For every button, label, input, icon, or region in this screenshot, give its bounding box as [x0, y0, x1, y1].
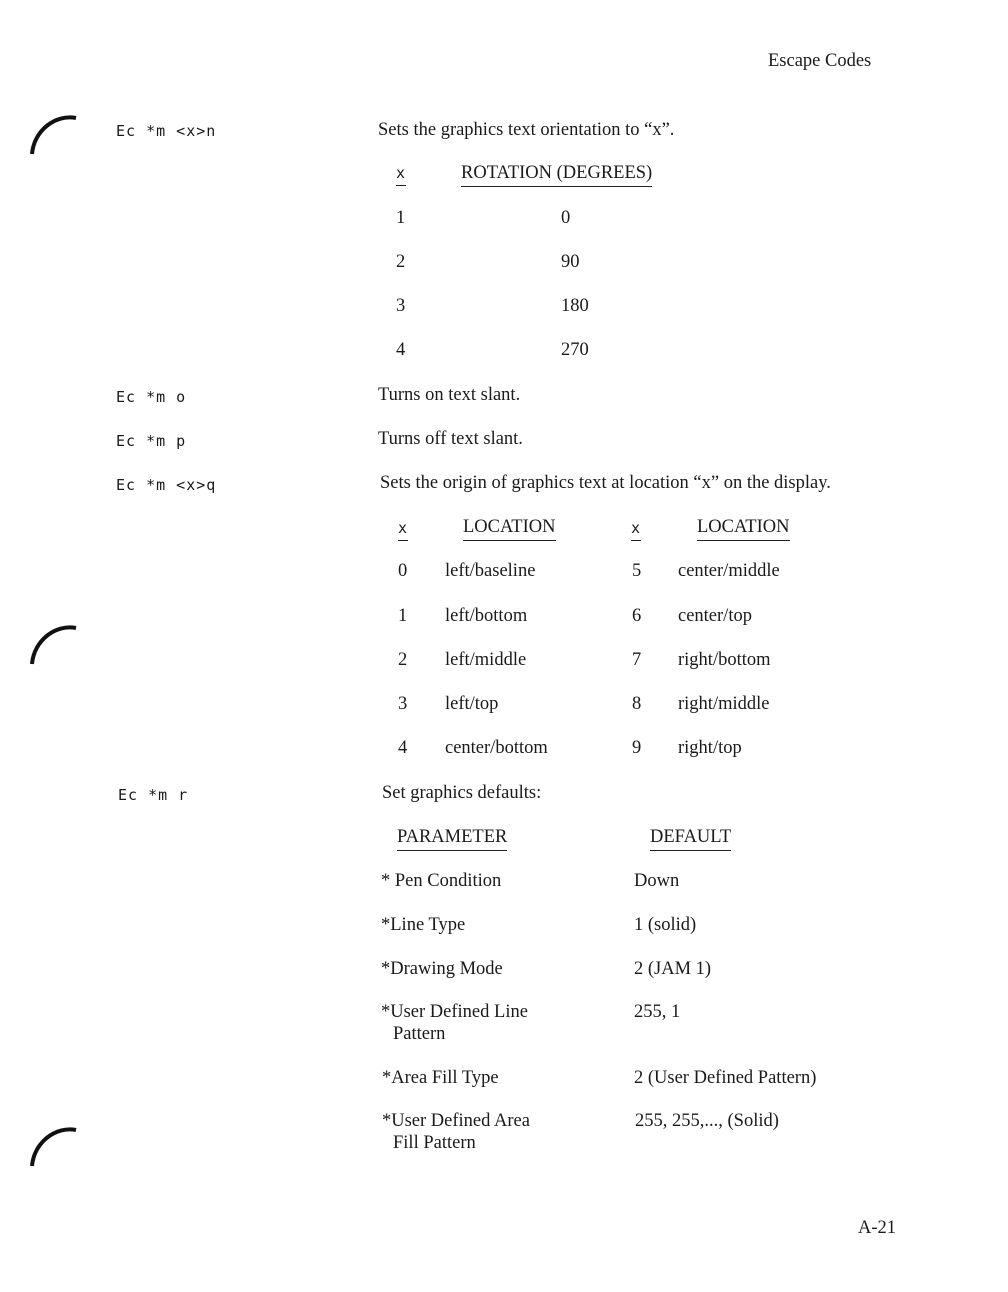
defaults-col-default-header: DEFAULT: [650, 826, 731, 851]
defaults-row-parameter-continued: Fill Pattern: [393, 1133, 476, 1153]
origin-row-x: 8: [632, 694, 642, 714]
defaults-row-value: 1 (solid): [634, 915, 697, 935]
origin-col-location-header-left: LOCATION: [463, 516, 556, 541]
origin-row-location: left/top: [445, 694, 499, 714]
origin-row-x: 5: [632, 561, 642, 581]
defaults-row-parameter: * Pen Condition: [381, 871, 502, 891]
origin-row-x: 1: [398, 606, 408, 626]
orientation-row-degrees: 0: [561, 208, 571, 228]
defaults-row-parameter: *Drawing Mode: [381, 959, 503, 979]
origin-row-location: left/baseline: [445, 561, 536, 581]
origin-row-location: left/middle: [445, 650, 527, 670]
orientation-row-x: 3: [396, 296, 406, 316]
orientation-row-x: 1: [396, 208, 406, 228]
origin-row-x: 4: [398, 738, 408, 758]
defaults-col-parameter-header: PARAMETER: [397, 826, 507, 851]
origin-row-location: left/bottom: [445, 606, 528, 626]
escape-code-slant-off: Ec *m p: [116, 432, 187, 450]
origin-row-x: 0: [398, 561, 408, 581]
slant-on-description: Turns on text slant.: [378, 385, 521, 405]
origin-col-x-header-left: x: [398, 518, 408, 541]
escape-code-orientation: Ec *m <x>n: [116, 122, 217, 140]
origin-row-x: 2: [398, 650, 408, 670]
origin-row-location: center/middle: [678, 561, 780, 581]
defaults-row-value: Down: [634, 871, 680, 891]
page-header-title: Escape Codes: [768, 51, 872, 71]
origin-row-location: center/bottom: [445, 738, 548, 758]
escape-code-slant-on: Ec *m o: [116, 388, 187, 406]
defaults-row-parameter: *Line Type: [381, 915, 466, 935]
origin-col-location-header-right: LOCATION: [697, 516, 790, 541]
origin-row-x: 7: [632, 650, 642, 670]
defaults-row-parameter: *User Defined Line: [381, 1002, 528, 1022]
orientation-col-rotation-header: ROTATION (DEGREES): [461, 162, 652, 187]
punch-hole-mark-top: [28, 108, 88, 168]
defaults-row-parameter: *User Defined Area: [382, 1111, 530, 1131]
defaults-row-value: 2 (JAM 1): [634, 959, 712, 979]
origin-row-x: 6: [632, 606, 642, 626]
origin-description: Sets the origin of graphics text at location “x” on the display.: [380, 473, 831, 493]
slant-off-description: Turns off text slant.: [378, 429, 523, 449]
defaults-row-parameter-continued: Pattern: [393, 1024, 446, 1044]
orientation-col-x-header: x: [396, 163, 406, 186]
origin-row-location: right/middle: [678, 694, 770, 714]
origin-col-x-header-right: x: [631, 518, 641, 541]
punch-hole-mark-bottom: [28, 1120, 88, 1180]
orientation-row-degrees: 90: [561, 252, 580, 272]
defaults-row-parameter: *Area Fill Type: [382, 1068, 499, 1088]
page-number: A-21: [858, 1218, 897, 1238]
orientation-description: Sets the graphics text orientation to “x”.: [378, 120, 675, 140]
defaults-row-value: 255, 1: [634, 1002, 681, 1022]
origin-row-x: 9: [632, 738, 642, 758]
origin-row-x: 3: [398, 694, 408, 714]
defaults-row-value: 2 (User Defined Pattern): [634, 1068, 817, 1088]
escape-code-origin: Ec *m <x>q: [116, 476, 217, 494]
orientation-row-degrees: 270: [561, 340, 589, 360]
escape-code-defaults: Ec *m r: [118, 786, 189, 804]
orientation-row-x: 4: [396, 340, 406, 360]
origin-row-location: right/bottom: [678, 650, 771, 670]
origin-row-location: center/top: [678, 606, 752, 626]
defaults-row-value: 255, 255,..., (Solid): [635, 1111, 779, 1131]
origin-row-location: right/top: [678, 738, 742, 758]
orientation-row-x: 2: [396, 252, 406, 272]
defaults-description: Set graphics defaults:: [382, 783, 542, 803]
orientation-row-degrees: 180: [561, 296, 589, 316]
punch-hole-mark-middle: [28, 618, 88, 678]
